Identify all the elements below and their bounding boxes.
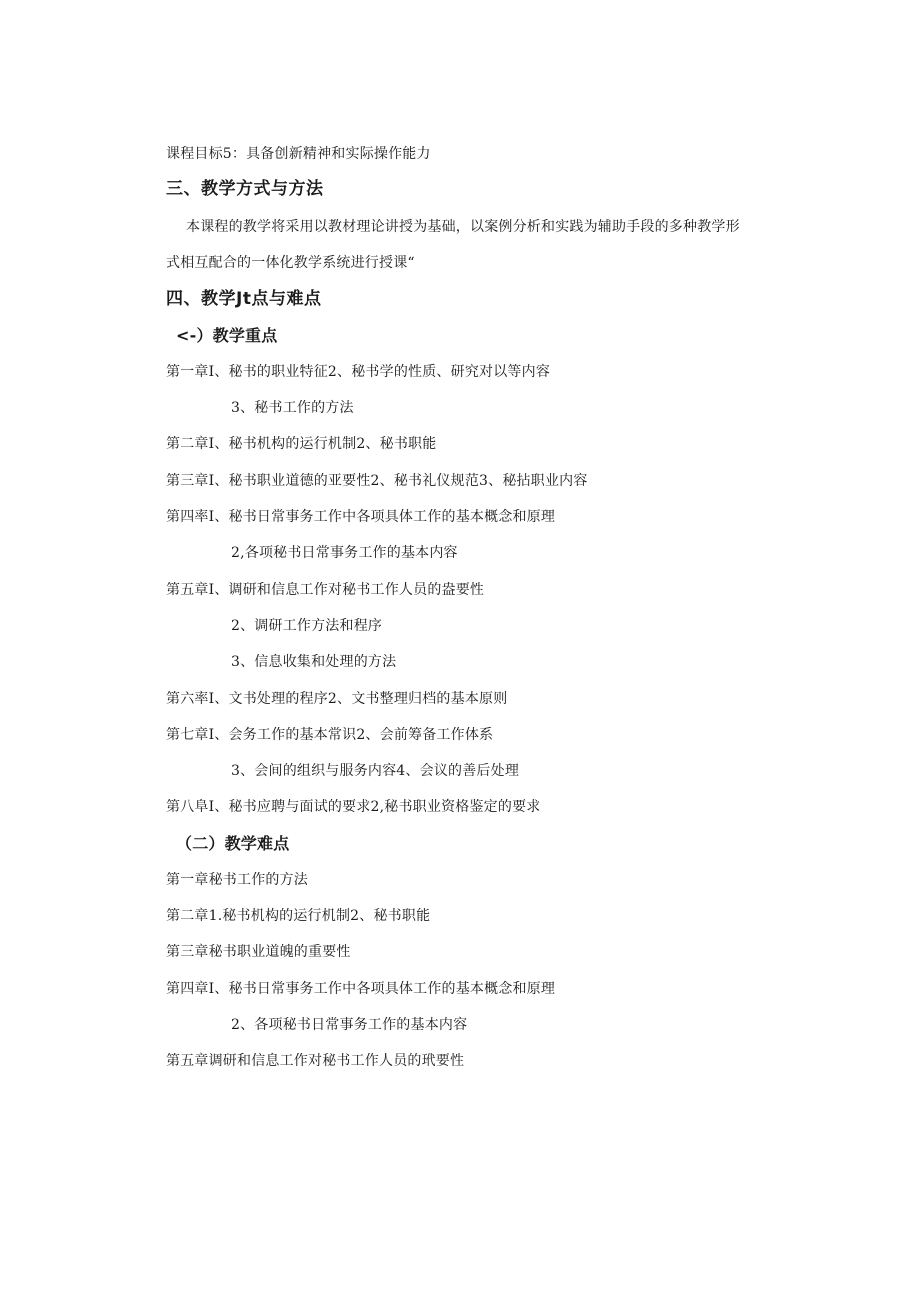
section-3-paragraph-line-2: 式相互配合的一体化教学系统进行授课“ [166, 255, 415, 271]
difficult-point-item: 第二章1.秘书机构的运行机制2、秘书职能 [166, 908, 431, 924]
key-point-item: 2、调研工作方法和程序 [231, 618, 383, 634]
key-point-item: 第四率I、秘书日常事务工作中各项具体工作的基本概念和原理 [166, 509, 556, 525]
key-point-item: 2,各项秘书日常事务工作的基本内容 [231, 545, 458, 561]
key-point-item: 第五章I、调研和信息工作对秘书工作人员的盎要性 [166, 582, 485, 598]
course-goal-5: 课程目标5：具备创新精神和实际操作能力 [166, 146, 431, 162]
key-point-item: 3、信息收集和处理的方法 [231, 654, 397, 670]
key-point-item: 第八阜I、秘书应聘与面试的要求2,秘书职业资格鉴定的要求 [166, 799, 541, 815]
key-point-item: 第一章I、秘书的职业特征2、秘书学的性质、研究对以等内容 [166, 364, 551, 380]
key-point-item: 3、会间的组织与服务内容4、会议的善后处理 [231, 763, 520, 779]
difficult-point-item: 第三章秘书职业道魄的重要性 [166, 944, 351, 960]
key-point-item: 第六率I、文书处理的程序2、文书整理归档的基本原则 [166, 691, 508, 707]
difficult-point-item: 2、各项秘书日常事务工作的基本内容 [231, 1017, 468, 1033]
key-points-heading: <-）教学重点 [176, 326, 278, 345]
difficult-point-item: 第五章调研和信息工作对秘书工作人员的玳要性 [166, 1053, 465, 1069]
key-point-item: 第三章I、秘书职业道德的亚要性2、秘书礼仪规范3、秘拈职业内容 [166, 473, 588, 489]
key-point-item: 第七章I、会务工作的基本常识2、会前筹备工作体系 [166, 727, 494, 743]
section-3-heading: 三、教学方式与方法 [166, 179, 324, 199]
section-4-heading: 四、教学Jt点与难点 [166, 289, 322, 309]
section-3-paragraph-line-1: 本课程的教学将采用以教材理论讲授为基础，以案例分析和实践为辅助手段的多种教学形 [186, 219, 740, 235]
difficult-points-heading: （二）教学难点 [176, 834, 290, 853]
key-point-item: 3、秘书工作的方法 [231, 400, 354, 416]
difficult-point-item: 第四章I、秘书日常事务工作中各项具体工作的基本概念和原理 [166, 981, 556, 997]
difficult-point-item: 第一章秘书工作的方法 [166, 872, 308, 888]
key-point-item: 第二章I、秘书机构的运行机制2、秘书职能 [166, 436, 437, 452]
